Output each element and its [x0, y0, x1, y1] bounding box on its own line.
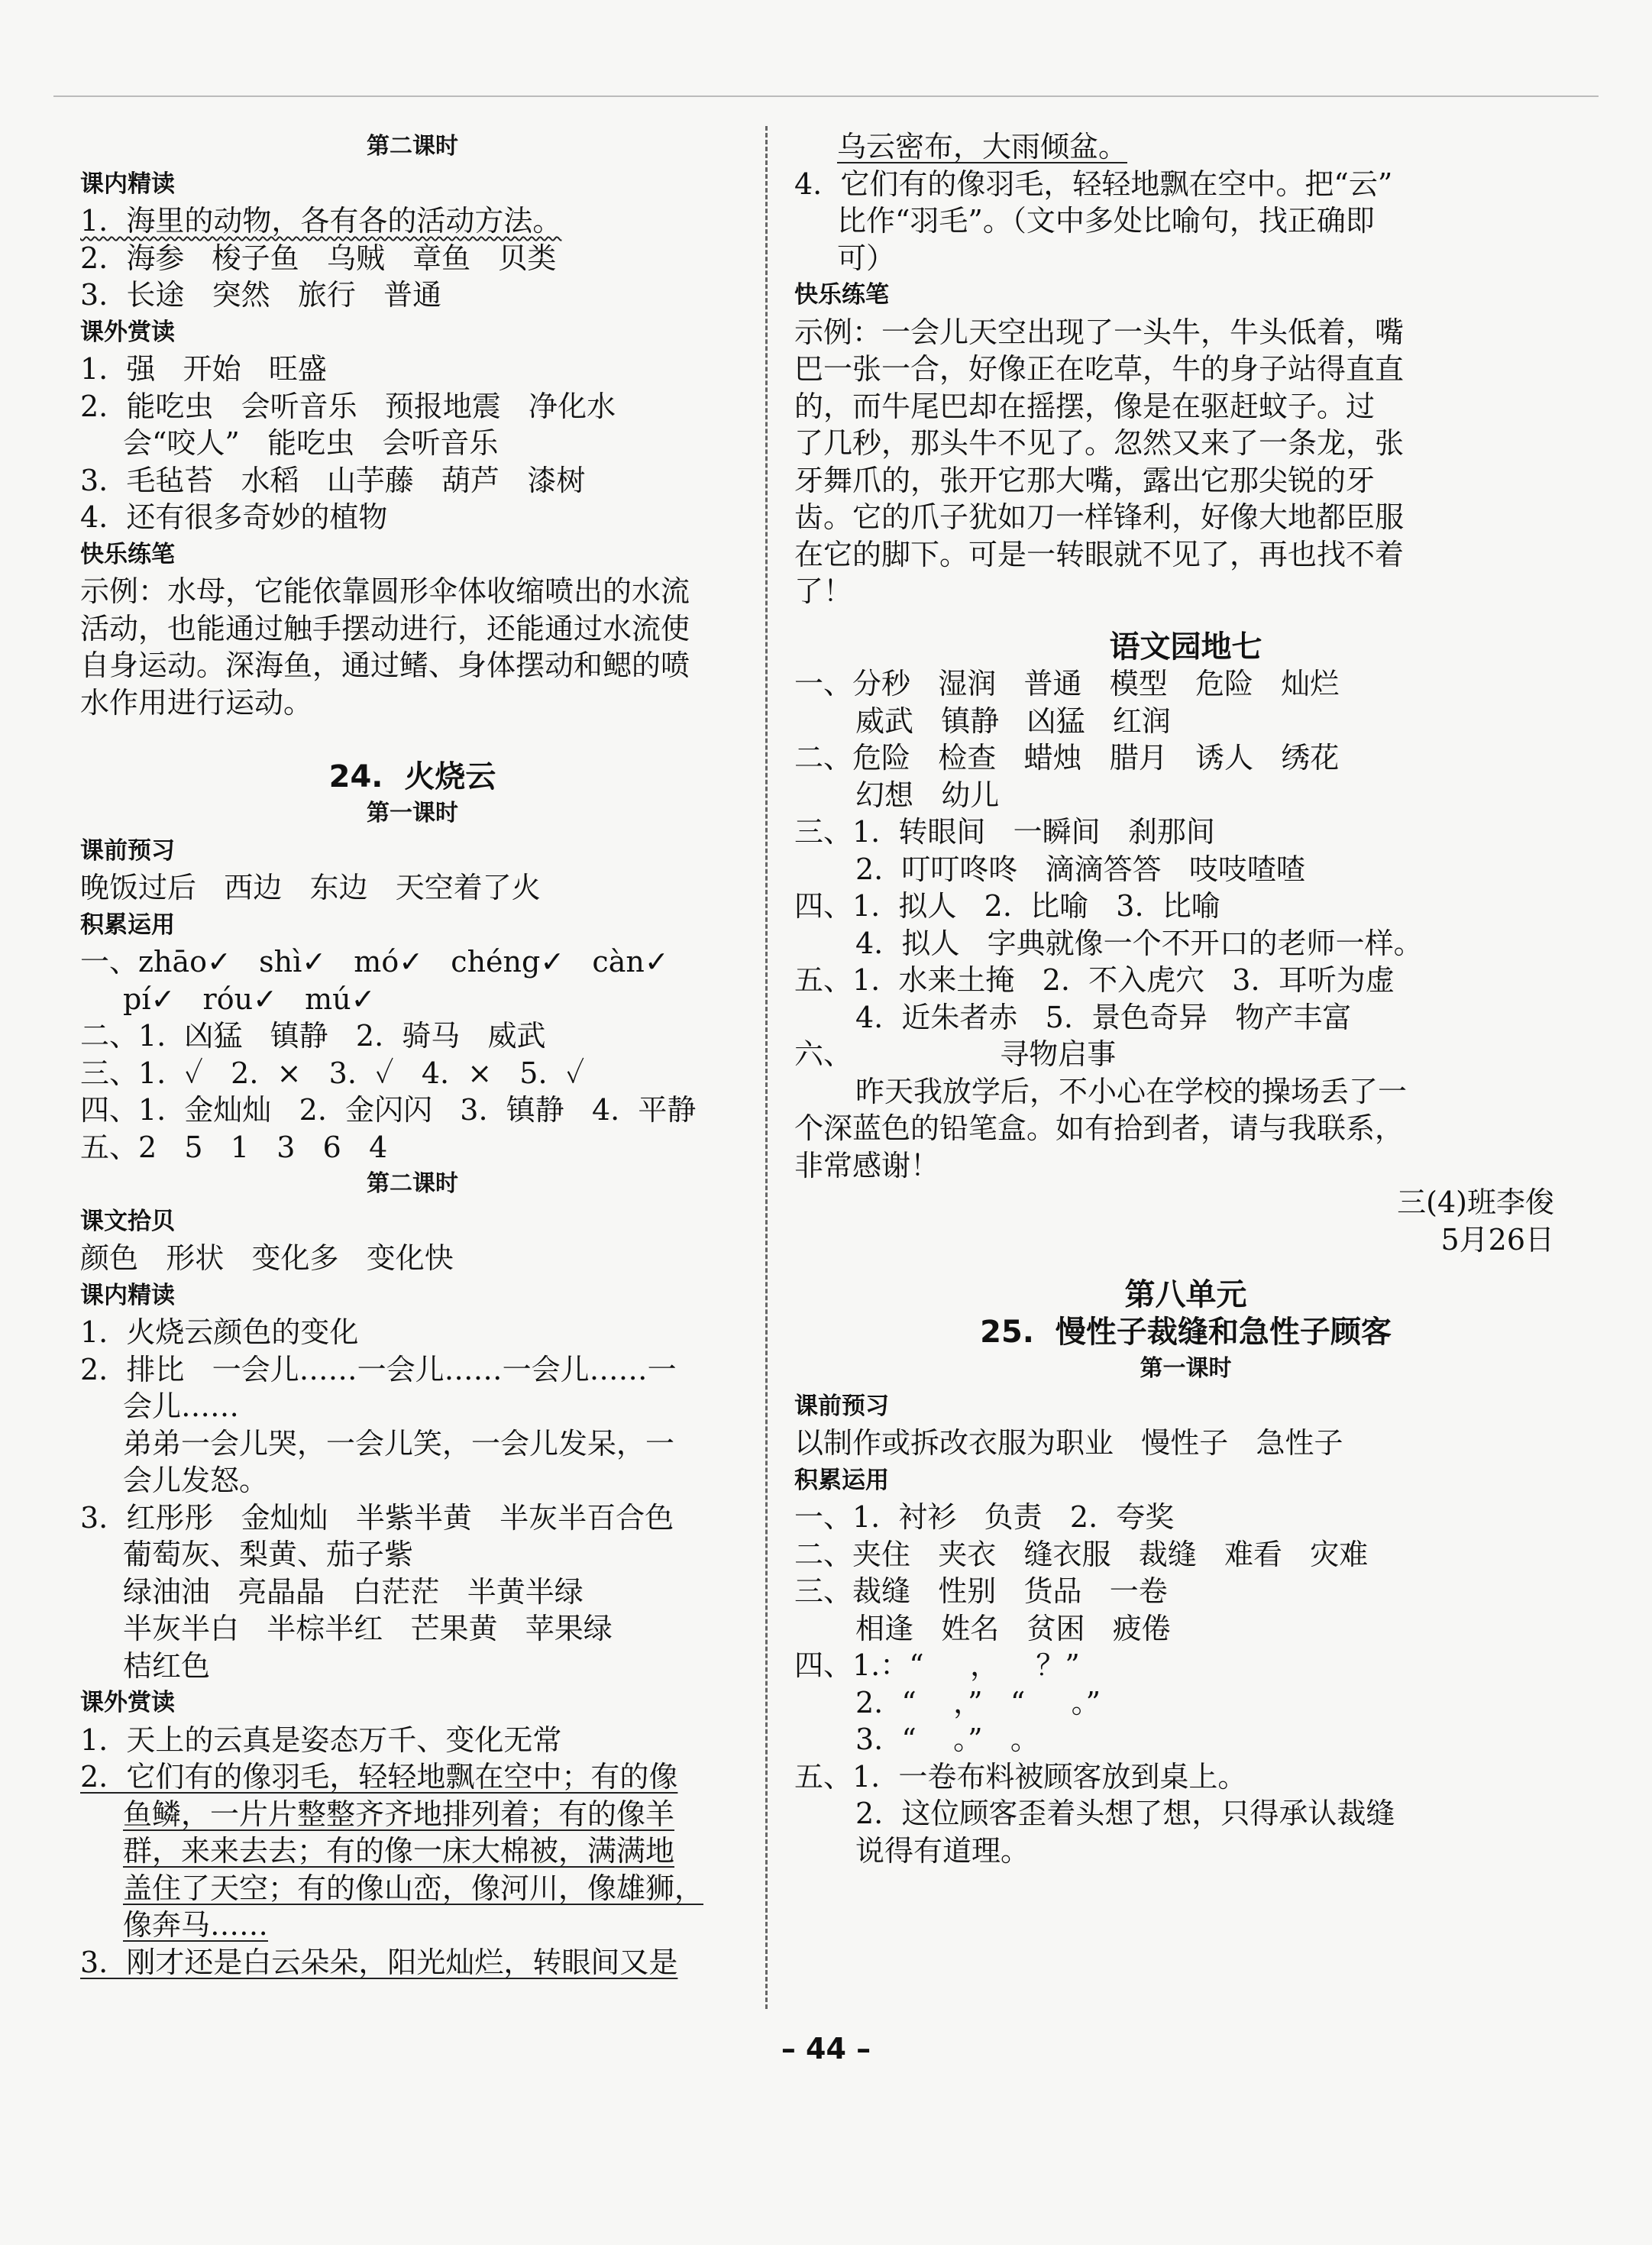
lesson-subtitle [80, 1166, 745, 1203]
answer-line [80, 1907, 745, 1944]
answer-line-text: 弟弟一会儿哭，一会儿笑，一会儿发呆，一 [123, 1426, 675, 1461]
answer-line [80, 499, 745, 536]
answer-line [794, 425, 1577, 462]
answer-line-text: 以制作或拆改衣服为职业 慢性子 急性子 [794, 1426, 1343, 1460]
answer-line-text: 昨天我放学后，不小心在学校的操场丢了一 [855, 1074, 1408, 1108]
spacer [80, 721, 745, 759]
answer-line-text: 1. 强 开始 旺盛 [80, 352, 327, 386]
answer-line [794, 314, 1577, 351]
answer-line-text: 3. 毛毡苔 水稻 山芋藤 葫芦 漆树 [80, 463, 586, 497]
answer-line [794, 851, 1577, 888]
answer-line [794, 925, 1577, 962]
answer-line [80, 1870, 745, 1907]
answer-line [794, 1073, 1577, 1111]
section-heading [80, 833, 745, 870]
page-number: – 44 – [781, 2032, 871, 2065]
answer-line-text: 示例：一会儿天空出现了一头牛，牛头低着，嘴 [794, 315, 1405, 349]
spacer [794, 610, 1577, 629]
answer-line [794, 1499, 1577, 1536]
answer-line [794, 128, 1577, 166]
answer-line-text: 盖住了天空；有的像山峦，像河川，像雄狮， [123, 1871, 704, 1905]
unit-title-text: 第八单元 [1124, 1277, 1247, 1312]
answer-line [80, 1648, 745, 1685]
spacer [794, 1258, 1577, 1276]
answer-line [794, 166, 1577, 203]
lesson-subtitle-text: 第一课时 [1140, 1355, 1232, 1382]
section-heading [80, 1277, 745, 1315]
answer-line [80, 869, 745, 907]
answer-line [794, 1721, 1577, 1758]
answer-line [80, 1833, 745, 1870]
answer-line-text: 在它的脚下。可是一转眼就不见了，再也找不着 [794, 537, 1405, 571]
answer-line-text: 三(4)班李俊 [1397, 1186, 1554, 1219]
answer-line-text: 2. 排比 一会儿……一会儿……一会儿……一 [80, 1352, 677, 1386]
answer-line [794, 1110, 1577, 1147]
answer-line [80, 1796, 745, 1833]
answer-line [794, 1573, 1577, 1610]
answer-line-text: 二、夹住 夹衣 缝衣服 裁缝 难看 灾难 [794, 1537, 1369, 1571]
answer-line-text: 三、裁缝 性别 货品 一卷 [794, 1574, 1168, 1608]
answer-line [80, 1092, 745, 1129]
answer-line-text: 三、1. 转眼间 一瞬间 刹那间 [794, 815, 1215, 849]
answer-line [794, 739, 1577, 777]
answer-line [80, 610, 745, 648]
answer-line-text: 一、zhāo✓ shì✓ mó✓ chéng✓ càn✓ [80, 945, 669, 979]
answer-line-text: 二、1. 凶猛 镇静 2. 骑马 威武 [80, 1019, 546, 1053]
unit-title-text: 24. 火烧云 [328, 759, 496, 794]
lesson-subtitle [80, 795, 745, 833]
section-heading-text: 课文拾贝 [80, 1207, 175, 1235]
section-heading-text: 课外赏读 [80, 1689, 175, 1716]
answer-line-text: 桔红色 [123, 1648, 211, 1683]
answer-line-text: 可） [837, 241, 896, 275]
section-heading-text: 课前预习 [794, 1392, 889, 1420]
unit-title-text: 25. 慢性子裁缝和急性子顾客 [980, 1314, 1392, 1350]
answer-line-text: 了几秒，那头牛不见了。忽然又来了一条龙，张 [794, 426, 1405, 460]
answer-line [80, 1425, 745, 1463]
answer-line [794, 888, 1577, 925]
answer-line-text: 2. 叮叮咚咚 滴滴答答 吱吱喳喳 [855, 852, 1305, 886]
answer-line-text: 3. 长途 突然 旅行 普通 [80, 278, 442, 312]
answer-line [794, 999, 1577, 1037]
answer-line-text: 1. 火烧云颜色的变化 [80, 1315, 359, 1349]
answer-line-text: 1. 天上的云真是姿态万千、变化无常 [80, 1723, 562, 1757]
left-column [80, 128, 745, 1981]
section-heading-text: 课内精读 [80, 170, 175, 198]
section-heading-text: 快乐练笔 [794, 281, 889, 309]
answer-line-text: 个深蓝色的铅笔盒。如有拾到者，请与我联系， [794, 1111, 1405, 1145]
answer-line [80, 943, 745, 981]
top-rule [53, 95, 1599, 97]
unit-title [794, 1314, 1577, 1351]
section-heading [794, 1388, 1577, 1425]
right-column [794, 128, 1577, 1869]
answer-line-text: 的，而牛尾巴却在摇摆，像是在驱赶蚊子。过 [794, 389, 1376, 423]
answer-line [794, 499, 1577, 536]
answer-line-text: 齿。它的爪子犹如刀一样锋利，好像大地都臣服 [794, 500, 1405, 534]
section-heading [80, 166, 745, 203]
answer-line [80, 1499, 745, 1537]
answer-line-text: 会儿发怒。 [123, 1464, 269, 1497]
section-heading-text: 课前预习 [80, 836, 175, 865]
column-divider [765, 126, 768, 2009]
answer-line [80, 425, 745, 462]
answer-line-text: 绿油油 亮晶晶 白茫茫 半黄半绿 [123, 1574, 584, 1609]
unit-title-text: 语文园地七 [1109, 629, 1262, 665]
answer-line [80, 1388, 745, 1425]
answer-line-text: 巴一张一合，好像正在吃草，牛的身子站得直直 [794, 352, 1405, 386]
answer-line [794, 1684, 1577, 1722]
answer-line [794, 1833, 1577, 1870]
unit-title [794, 1276, 1577, 1314]
section-heading [80, 907, 745, 944]
answer-line [794, 573, 1577, 610]
answer-line [80, 684, 745, 722]
answer-line-text: 鱼鳞，一片片整整齐齐地排列着；有的像羊 [123, 1797, 675, 1831]
answer-line-text: 4. 它们有的像羽毛，轻轻地飘在空中。把“云” [794, 167, 1393, 201]
answer-line [794, 388, 1577, 425]
answer-line [80, 1462, 745, 1499]
section-heading [80, 314, 745, 351]
answer-line-text: 群，来来去去；有的像一床大棉被，满满地 [123, 1834, 675, 1868]
answer-line [794, 777, 1577, 814]
answer-line-text: 2. 能吃虫 会听音乐 预报地震 净化水 [80, 389, 616, 423]
answer-line [794, 1184, 1577, 1221]
answer-line-text: 会“咬人” 能吃虫 会听音乐 [123, 426, 499, 460]
answer-line-text: 四、1. 拟人 2. 比喻 3. 比喻 [794, 889, 1220, 923]
answer-line [80, 1055, 745, 1092]
lesson-subtitle [80, 128, 745, 166]
answer-line-text: 乌云密布，大雨倾盆。 [837, 130, 1128, 163]
answer-line [80, 1240, 745, 1277]
answer-line-text: 三、1. ✓ 2. × 3. ✓ 4. × 5. ✓ [80, 1056, 585, 1090]
answer-line [794, 202, 1577, 240]
answer-line-text: 5月26日 [1440, 1222, 1554, 1257]
answer-line-text: 晚饭过后 西边 东边 天空着了火 [80, 871, 541, 904]
answer-line [794, 1147, 1577, 1185]
section-heading-text: 积累运用 [794, 1466, 889, 1494]
section-heading [794, 277, 1577, 314]
answer-line-text: 半灰半白 半棕半红 芒果黄 苹果绿 [123, 1612, 613, 1645]
section-heading-text: 积累运用 [80, 911, 175, 939]
unit-title [80, 759, 745, 796]
answer-line-text: 4. 拟人 字典就像一个不开口的老师一样。 [855, 926, 1423, 960]
answer-line-text: 水作用进行运动。 [80, 685, 313, 720]
answer-line [794, 536, 1577, 574]
answer-line-text: 四、1. 金灿灿 2. 金闪闪 3. 镇静 4. 平静 [80, 1093, 697, 1127]
answer-line-text: 4. 近朱者赤 5. 景色奇异 物产丰富 [855, 1000, 1352, 1034]
answer-line [794, 1647, 1577, 1684]
answer-line [80, 573, 745, 610]
lesson-subtitle [794, 1351, 1577, 1388]
section-heading-text: 课外赏读 [80, 318, 175, 346]
answer-line-text: 2. “ ，” “ 。” [855, 1685, 1101, 1719]
answer-line [80, 1722, 745, 1759]
answer-line-text: 一、分秒 湿润 普通 模型 危险 灿烂 [794, 667, 1340, 700]
answer-line [80, 1351, 745, 1389]
answer-line-text: 非常感谢！ [794, 1148, 940, 1182]
answer-line-text: 3. “ 。” 。 [855, 1723, 1039, 1756]
answer-line [794, 962, 1577, 999]
answer-line [80, 202, 745, 240]
answer-line-text: 3. 刚才还是白云朵朵，阳光灿烂，转眼间又是 [80, 1945, 678, 1979]
answer-line [80, 351, 745, 388]
answer-line [794, 1610, 1577, 1648]
answer-line [794, 351, 1577, 388]
answer-line [794, 1221, 1577, 1259]
answer-line [80, 1610, 745, 1648]
answer-line-text: 颜色 形状 变化多 变化快 [80, 1241, 454, 1275]
answer-line-text: pí✓ róu✓ mú✓ [123, 982, 376, 1016]
answer-line-text: 六、 寻物启事 [794, 1037, 1117, 1071]
answer-line [80, 277, 745, 314]
answer-line-text: 会儿…… [123, 1389, 240, 1423]
section-heading-text: 课内精读 [80, 1281, 175, 1309]
answer-line-text: 4. 还有很多奇妙的植物 [80, 500, 388, 534]
lesson-subtitle-text: 第二课时 [367, 133, 458, 160]
answer-line-text: 2. 这位顾客歪着头想了想，只得承认裁缝 [855, 1797, 1395, 1830]
section-heading [794, 1462, 1577, 1499]
answer-line-text: 1. 海里的动物，各有各的活动方法。 [80, 204, 562, 238]
answer-line-text: 一、1. 衬衫 负责 2. 夸奖 [794, 1500, 1175, 1534]
answer-line [80, 1536, 745, 1574]
answer-line-text: 相逢 姓名 贫困 疲倦 [855, 1611, 1171, 1645]
unit-title [794, 629, 1577, 666]
answer-line-text: 2. 海参 梭子鱼 乌贼 章鱼 贝类 [80, 241, 557, 275]
answer-line [794, 703, 1577, 740]
answer-line [794, 1536, 1577, 1574]
answer-line-text: 活动，也能通过触手摆动进行，还能通过水流使 [80, 611, 690, 645]
answer-line [794, 462, 1577, 500]
answer-line-text: 五、2 5 1 3 6 4 [80, 1130, 388, 1164]
answer-line [794, 1425, 1577, 1462]
answer-line [794, 1758, 1577, 1796]
answer-line-text: 说得有道理。 [855, 1833, 1030, 1868]
answer-line [80, 981, 745, 1018]
lesson-subtitle-text: 第二课时 [367, 1170, 458, 1197]
answer-line [80, 388, 745, 425]
answer-line [794, 1036, 1577, 1073]
answer-line-text: 3. 红彤彤 金灿灿 半紫半黄 半灰半百合色 [80, 1500, 674, 1535]
answer-line [80, 647, 745, 684]
answer-line-text: 2. 它们有的像羽毛，轻轻地飘在空中；有的像 [80, 1760, 678, 1794]
section-heading [80, 1203, 745, 1241]
answer-line [80, 1129, 745, 1166]
answer-line [794, 1795, 1577, 1833]
lesson-subtitle-text: 第一课时 [367, 800, 458, 827]
answer-line [80, 1314, 745, 1351]
answer-line-text: 幻想 幼儿 [855, 778, 1000, 812]
answer-line [80, 1758, 745, 1796]
answer-line-text: 自身运动。深海鱼，通过鳍、身体摆动和鳃的喷 [80, 649, 690, 682]
answer-line-text: 牙舞爪的，张开它那大嘴，露出它那尖锐的牙 [794, 463, 1376, 497]
answer-line-text: 了！ [794, 574, 853, 608]
answer-line [80, 1574, 745, 1611]
answer-line [80, 1944, 745, 1981]
section-heading [80, 1684, 745, 1722]
section-heading [80, 536, 745, 574]
answer-line [794, 665, 1577, 703]
answer-line-text: 像奔马…… [123, 1908, 269, 1942]
section-heading-text: 快乐练笔 [80, 540, 175, 568]
answer-line-text: 葡萄灰、梨黄、茄子紫 [123, 1538, 414, 1571]
answer-line [80, 1017, 745, 1055]
answer-line-text: 比作“羽毛”。（文中多处比喻句，找正确即 [837, 204, 1375, 238]
answer-line [794, 240, 1577, 277]
answer-line-text: 威武 镇静 凶猛 红润 [855, 704, 1171, 738]
answer-line-text: 四、1.：“ ， ？” [794, 1648, 1080, 1682]
answer-line-text: 五、1. 一卷布料被顾客放到桌上。 [794, 1759, 1247, 1794]
answer-line-text: 五、1. 水来土掩 2. 不入虎穴 3. 耳听为虚 [794, 963, 1395, 997]
answer-line [80, 240, 745, 277]
answer-line-text: 二、危险 检查 蜡烛 腊月 诱人 绣花 [794, 741, 1340, 775]
answer-line [80, 462, 745, 500]
answer-line [794, 814, 1577, 851]
answer-line-text: 示例：水母，它能依靠圆形伞体收缩喷出的水流 [80, 574, 690, 608]
